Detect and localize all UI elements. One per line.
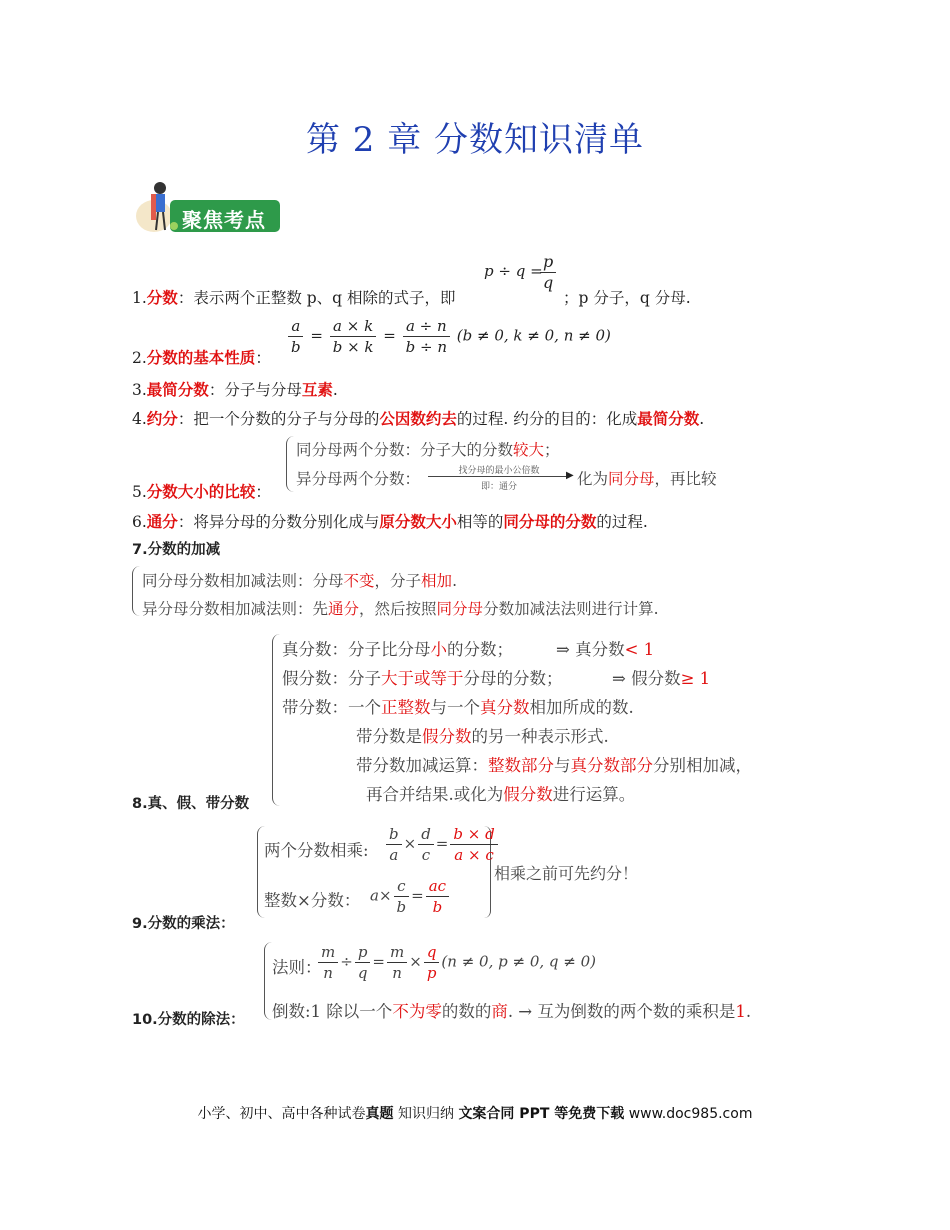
formula-p-div-q: p ÷ q = <box>484 262 543 280</box>
line-tail: 分数加减法法则进行计算. <box>483 600 659 618</box>
formula-condition: (b ≠ 0, k ≠ 0, n ≠ 0) <box>456 326 611 345</box>
highlight-2: 最简分数 <box>637 409 700 428</box>
highlight: 不变 <box>343 572 375 590</box>
add-rule-different-denominator <box>142 597 659 619</box>
compare-line-1 <box>296 438 560 460</box>
item-number: 1. <box>132 289 147 307</box>
section-divide-heading: 10.分数的除法： <box>132 1012 245 1028</box>
line-text: 的数的 <box>441 1002 492 1021</box>
line-text: 与 <box>554 756 571 775</box>
mixed-number-operation-cont <box>366 781 635 805</box>
multiply-integer-label: 整数×分数： <box>264 891 361 910</box>
line-text: 异分母分数相加减法则：先 <box>142 600 329 618</box>
highlight-2: 同分母的分数 <box>503 512 597 531</box>
footer-link[interactable]: www.doc985.com <box>624 1106 753 1122</box>
highlight: 1 <box>735 1002 746 1021</box>
line-text: 分别相加减， <box>653 756 752 775</box>
highlight: 较大 <box>513 441 545 459</box>
definition-tail: 的过程. <box>596 513 648 531</box>
highlight: 假分数 <box>422 727 472 746</box>
section-basic-property <box>132 346 271 368</box>
item-number: 6. <box>132 513 147 531</box>
line-tail: . <box>452 572 457 590</box>
multiply-two-fractions-formula: $\frac{b}{a}$ × $\frac{d}{c}$ = $\frac{b \times d}{a \times c}$ <box>384 824 500 865</box>
compare-line-2 <box>296 467 420 489</box>
arrow-bottom-label: 即：通分 <box>480 482 517 492</box>
multiply-integer-formula: a× $\frac{c}{b}$ = $\frac{ac}{b}$ <box>370 876 451 917</box>
highlight: < 1 <box>624 640 655 659</box>
term-label: 约分 <box>146 409 178 428</box>
highlight: 大于或等于 <box>381 669 464 688</box>
line-text: 化为 <box>577 470 609 488</box>
proper-fraction-conclusion <box>556 636 654 660</box>
highlight: 通分 <box>328 600 360 618</box>
proper-fraction-line <box>282 636 513 660</box>
term-label: 分数的基本性质 <box>146 348 256 367</box>
line-text: 进行运算。 <box>552 785 636 804</box>
footer-text: 文案合同 PPT 等免费下载 <box>458 1106 625 1122</box>
basic-property-formula: $\frac{a}{b}$ = $\frac{a \times k}{b \times k}$ = $\frac{a \div n}{b \div n}$ (b ≠ 0, k ≠ 0, n ≠ 0) <box>286 316 611 357</box>
section-reduction <box>132 407 704 429</box>
line-text: ⇒ 假分数 <box>612 669 681 688</box>
definition-text: ：将异分母的分数分别化成与 <box>177 513 380 531</box>
line-text: 同分母分数相加减法则：分母 <box>142 572 344 590</box>
section-common-denominator <box>132 510 648 532</box>
formula-p-over-q: $\frac{p}{q}$ <box>538 252 558 293</box>
definition-tail: ；p 分子，q 分母. <box>563 289 691 307</box>
line-tail: ； <box>544 441 560 459</box>
arrow-head-icon: ▶ <box>566 470 574 481</box>
item-number: 4. <box>132 410 147 428</box>
line-tail: ，再比较 <box>654 470 717 488</box>
focus-badge <box>132 178 284 236</box>
definition-text: ：把一个分数的分子与分母的 <box>177 410 380 428</box>
term-label: 通分 <box>146 512 178 531</box>
line-text: 与一个 <box>430 698 480 717</box>
colon: ： <box>255 349 271 367</box>
divide-rule-label: 法则： <box>272 958 322 977</box>
brace <box>286 436 295 492</box>
highlight: 真分数 <box>480 698 530 717</box>
highlight: 互素 <box>301 380 333 399</box>
compare-line-2-tail <box>577 467 717 489</box>
definition-middle: 的过程. 约分的目的：化成 <box>456 410 638 428</box>
highlight: 公因数约去 <box>379 409 457 428</box>
line-text: 假分数：分子 <box>282 669 381 688</box>
term-label: 分数大小的比较 <box>146 482 256 501</box>
footer-text: 真题 <box>365 1106 394 1122</box>
improper-fraction-conclusion <box>612 665 710 689</box>
footer-banner <box>0 1103 950 1123</box>
definition-middle: 相等的 <box>456 513 504 531</box>
highlight: 小 <box>430 640 447 659</box>
multiply-two-fractions-label: 两个分数相乘: <box>264 841 369 860</box>
item-number: 3. <box>132 381 147 399</box>
highlight: 正整数 <box>381 698 431 717</box>
colon: ： <box>255 483 271 501</box>
highlight: 原分数大小 <box>379 512 457 531</box>
line-text: 相加所成的数. <box>529 698 634 717</box>
section-fraction-types-heading: 8.真、假、带分数 <box>132 796 250 812</box>
line-text: ⇒ 真分数 <box>556 640 625 659</box>
section-compare <box>132 480 271 502</box>
arrow-line <box>428 476 570 477</box>
page-title: 第 2 章 分数知识清单 <box>305 120 645 160</box>
section-add-subtract-heading: 7.分数的加减 <box>132 542 221 558</box>
mixed-number-operation <box>356 752 752 776</box>
section-multiply-heading: 9.分数的乘法： <box>132 916 235 932</box>
line-text: 倒数:1 除以一个 <box>272 1002 393 1021</box>
definition-text: ：表示两个正整数 p、q 相除的式子，即 <box>177 289 456 307</box>
line-text: 分母的分数； <box>463 669 563 688</box>
line-text: 的分数； <box>447 640 513 659</box>
line-tail: . <box>745 1002 752 1021</box>
highlight: 不为零 <box>392 1002 442 1021</box>
line-text: 带分数加减运算： <box>356 756 488 775</box>
arrow-top-label: 找分母的最小公倍数 <box>458 466 540 476</box>
badge-label: 聚焦考点 <box>182 208 266 232</box>
section-fraction-definition <box>132 286 456 308</box>
highlight: 假分数 <box>503 785 553 804</box>
section-simplest-fraction <box>132 378 338 400</box>
line-text: 带分数：一个 <box>282 698 381 717</box>
divide-rule-formula: $\frac{m}{n}$ ÷ $\frac{p}{q}$ = $\frac{m}{n}$ × $\frac{q}{p}$ (n ≠ 0, p ≠ 0, q ≠ 0) <box>316 942 596 983</box>
line-text: ，然后按照 <box>359 600 437 618</box>
item-number: 2. <box>132 349 147 367</box>
multiply-tip: 相乘之前可先约分！ <box>494 864 639 883</box>
highlight: 同分母 <box>436 600 484 618</box>
line-text: 异分母两个分数： <box>296 470 421 488</box>
mixed-number-note <box>356 723 609 747</box>
line-text: . → 互为倒数的两个数的乘积是 <box>507 1002 736 1021</box>
highlight: ≥ 1 <box>680 669 711 688</box>
line-text: 的另一种表示形式. <box>471 727 609 746</box>
highlight: 真分数部分 <box>570 756 653 775</box>
highlight: 整数部分 <box>488 756 554 775</box>
highlight: 相加 <box>421 572 453 590</box>
line-text: 再合并结果.或化为 <box>366 785 504 804</box>
line-text: ，分子 <box>374 572 422 590</box>
footer-text: 知识归纳 <box>393 1106 459 1122</box>
line-text: 带分数是 <box>356 727 422 746</box>
highlight: 商 <box>491 1002 508 1021</box>
brace <box>132 566 141 616</box>
term-label: 最简分数 <box>146 380 209 399</box>
add-rule-same-denominator <box>142 569 457 591</box>
mixed-number-line <box>282 694 634 718</box>
term-label: 分数 <box>146 288 178 307</box>
definition-tail: . <box>699 410 705 428</box>
definition-text: ：分子与分母 <box>208 381 302 399</box>
line-text: 同分母两个分数：分子大的分数 <box>296 441 514 459</box>
reciprocal-line <box>272 998 751 1022</box>
line-text: 真分数：分子比分母 <box>282 640 431 659</box>
formula-condition: (n ≠ 0, p ≠ 0, q ≠ 0) <box>441 952 597 971</box>
highlight: 同分母 <box>608 470 655 488</box>
item-number: 5. <box>132 483 147 501</box>
footer-text: 小学、初中、高中各种试卷 <box>197 1106 366 1122</box>
definition-tail: . <box>332 381 338 399</box>
improper-fraction-line <box>282 665 563 689</box>
